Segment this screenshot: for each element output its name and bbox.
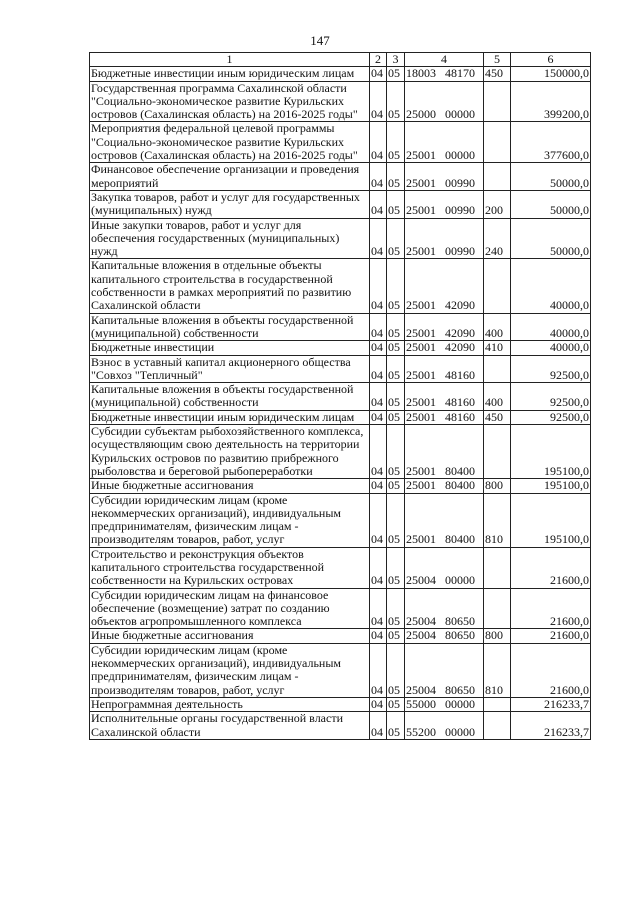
row-expense-type-cell	[484, 259, 511, 313]
table-row	[90, 588, 591, 629]
row-amount-cell: 92500,0	[511, 355, 591, 383]
row-subsection-cell: 05	[387, 218, 405, 259]
row-target-code-cell: 25001 00990	[405, 218, 484, 259]
row-amount-cell: 50000,0	[511, 190, 591, 218]
row-expense-type-cell	[484, 122, 511, 163]
table-row	[90, 81, 591, 122]
table-row	[90, 425, 591, 479]
row-target-code-cell: 25001 42090	[405, 313, 484, 341]
row-section-cell: 04	[370, 547, 387, 588]
row-name-cell: Непрограммная деятельность	[90, 697, 370, 711]
row-expense-type-cell	[484, 588, 511, 629]
table-row	[90, 190, 591, 218]
row-target-code-cell: 25001 80400	[405, 493, 484, 547]
budget-table	[89, 52, 591, 740]
row-name-cell: Субсидии субъектам рыбохозяйственного комплекса, осуществляющим свою деятельность на территории Курильских островов по развитию прибрежного рыболовства и береговой рыбопереработки	[90, 425, 370, 479]
row-section-cell: 04	[370, 163, 387, 191]
row-subsection-cell: 05	[387, 81, 405, 122]
row-section-cell: 04	[370, 341, 387, 355]
row-section-cell: 04	[370, 81, 387, 122]
row-section-cell: 04	[370, 588, 387, 629]
row-subsection-cell: 05	[387, 190, 405, 218]
row-target-code-cell: 25001 48160	[405, 410, 484, 424]
table-row	[90, 383, 591, 411]
row-section-cell: 04	[370, 383, 387, 411]
row-expense-type-cell: 450	[484, 67, 511, 81]
table-row	[90, 259, 591, 313]
row-expense-type-cell: 810	[484, 643, 511, 697]
page-number: 147	[310, 33, 330, 48]
row-section-cell: 04	[370, 479, 387, 493]
row-name-cell: Мероприятия федеральной целевой программы "Социально-экономическое развитие Курильских островов (Сахалинская область) на 2016-2025 годы"	[90, 122, 370, 163]
row-name-cell: Капитальные вложения в объекты государственной (муниципальной) собственности	[90, 383, 370, 411]
row-expense-type-cell: 800	[484, 629, 511, 643]
row-amount-cell: 50000,0	[511, 218, 591, 259]
row-expense-type-cell: 450	[484, 410, 511, 424]
row-amount-cell: 40000,0	[511, 259, 591, 313]
row-amount-cell: 40000,0	[511, 313, 591, 341]
row-subsection-cell: 05	[387, 547, 405, 588]
row-subsection-cell: 05	[387, 163, 405, 191]
row-target-code-cell: 25001 42090	[405, 341, 484, 355]
row-amount-cell: 21600,0	[511, 547, 591, 588]
column-header: 4	[405, 53, 484, 67]
table-row	[90, 493, 591, 547]
row-subsection-cell: 05	[387, 355, 405, 383]
row-target-code-cell: 25001 48160	[405, 383, 484, 411]
row-expense-type-cell	[484, 81, 511, 122]
row-amount-cell: 216233,7	[511, 697, 591, 711]
row-name-cell: Взнос в уставный капитал акционерного общества "Совхоз "Тепличный"	[90, 355, 370, 383]
row-target-code-cell: 25001 80400	[405, 479, 484, 493]
column-header: 2	[370, 53, 387, 67]
row-expense-type-cell	[484, 163, 511, 191]
column-header: 1	[90, 53, 370, 67]
row-target-code-cell: 25001 00990	[405, 190, 484, 218]
row-expense-type-cell	[484, 712, 511, 740]
row-name-cell: Бюджетные инвестиции иным юридическим лицам	[90, 410, 370, 424]
row-target-code-cell: 25000 00000	[405, 81, 484, 122]
row-amount-cell: 21600,0	[511, 629, 591, 643]
row-target-code-cell: 25001 80400	[405, 425, 484, 479]
row-section-cell: 04	[370, 410, 387, 424]
row-section-cell: 04	[370, 712, 387, 740]
table-row	[90, 697, 591, 711]
row-target-code-cell: 25004 80650	[405, 588, 484, 629]
row-name-cell: Капитальные вложения в отдельные объекты капитального строительства в государственной собственности в рамках мероприятий по развитию Сахалинской области	[90, 259, 370, 313]
row-amount-cell: 195100,0	[511, 493, 591, 547]
row-subsection-cell: 05	[387, 643, 405, 697]
row-section-cell: 04	[370, 313, 387, 341]
table-row	[90, 355, 591, 383]
row-expense-type-cell: 410	[484, 341, 511, 355]
table-row	[90, 163, 591, 191]
row-expense-type-cell	[484, 547, 511, 588]
row-section-cell: 04	[370, 67, 387, 81]
row-section-cell: 04	[370, 643, 387, 697]
row-subsection-cell: 05	[387, 493, 405, 547]
row-target-code-cell: 25001 42090	[405, 259, 484, 313]
row-name-cell: Субсидии юридическим лицам (кроме некоммерческих организаций), индивидуальным предпринимателям, физическим лицам - производителям товаров, работ, услуг	[90, 643, 370, 697]
table-row	[90, 712, 591, 740]
row-subsection-cell: 05	[387, 588, 405, 629]
row-expense-type-cell: 240	[484, 218, 511, 259]
row-subsection-cell: 05	[387, 629, 405, 643]
row-name-cell: Субсидии юридическим лицам на финансовое обеспечение (возмещение) затрат по созданию объектов агропромышленного комплекса	[90, 588, 370, 629]
table-row	[90, 218, 591, 259]
row-amount-cell: 216233,7	[511, 712, 591, 740]
row-name-cell: Капитальные вложения в объекты государственной (муниципальной) собственности	[90, 313, 370, 341]
row-amount-cell: 92500,0	[511, 410, 591, 424]
row-amount-cell: 195100,0	[511, 425, 591, 479]
table-header-row	[90, 53, 591, 67]
table-row	[90, 479, 591, 493]
row-amount-cell: 399200,0	[511, 81, 591, 122]
column-header: 5	[484, 53, 511, 67]
row-subsection-cell: 05	[387, 479, 405, 493]
row-name-cell: Финансовое обеспечение организации и проведения мероприятий	[90, 163, 370, 191]
table-row	[90, 341, 591, 355]
row-expense-type-cell: 400	[484, 383, 511, 411]
row-amount-cell: 92500,0	[511, 383, 591, 411]
row-target-code-cell: 25001 00990	[405, 163, 484, 191]
row-expense-type-cell	[484, 355, 511, 383]
column-header: 3	[387, 53, 405, 67]
row-amount-cell: 150000,0	[511, 67, 591, 81]
row-name-cell: Бюджетные инвестиции	[90, 341, 370, 355]
row-subsection-cell: 05	[387, 425, 405, 479]
row-section-cell: 04	[370, 493, 387, 547]
row-section-cell: 04	[370, 425, 387, 479]
row-name-cell: Строительство и реконструкция объектов капитального строительства государственной собственности на Курильских островах	[90, 547, 370, 588]
row-target-code-cell: 25004 80650	[405, 629, 484, 643]
row-amount-cell: 21600,0	[511, 588, 591, 629]
table-row	[90, 410, 591, 424]
table-row	[90, 643, 591, 697]
row-target-code-cell: 55000 00000	[405, 697, 484, 711]
row-target-code-cell: 25004 00000	[405, 547, 484, 588]
row-section-cell: 04	[370, 190, 387, 218]
row-subsection-cell: 05	[387, 122, 405, 163]
table-row	[90, 313, 591, 341]
row-name-cell: Субсидии юридическим лицам (кроме некоммерческих организаций), индивидуальным предпринимателям, физическим лицам - производителям товаров, работ, услуг	[90, 493, 370, 547]
row-target-code-cell: 25001 00000	[405, 122, 484, 163]
table-row	[90, 629, 591, 643]
row-amount-cell: 40000,0	[511, 341, 591, 355]
row-expense-type-cell: 810	[484, 493, 511, 547]
row-name-cell: Иные закупки товаров, работ и услуг для обеспечения государственных (муниципальных) нужд	[90, 218, 370, 259]
row-subsection-cell: 05	[387, 410, 405, 424]
row-name-cell: Иные бюджетные ассигнования	[90, 479, 370, 493]
row-name-cell: Иные бюджетные ассигнования	[90, 629, 370, 643]
row-amount-cell: 377600,0	[511, 122, 591, 163]
row-subsection-cell: 05	[387, 712, 405, 740]
row-name-cell: Исполнительные органы государственной власти Сахалинской области	[90, 712, 370, 740]
row-name-cell: Государственная программа Сахалинской области "Социально-экономическое развитие Курильских островов (Сахалинская область) на 2016-2025 годы"	[90, 81, 370, 122]
row-subsection-cell: 05	[387, 259, 405, 313]
row-target-code-cell: 25001 48160	[405, 355, 484, 383]
row-subsection-cell: 05	[387, 697, 405, 711]
column-header: 6	[511, 53, 591, 67]
row-amount-cell: 21600,0	[511, 643, 591, 697]
row-target-code-cell: 18003 48170	[405, 67, 484, 81]
row-name-cell: Закупка товаров, работ и услуг для государственных (муниципальных) нужд	[90, 190, 370, 218]
row-section-cell: 04	[370, 218, 387, 259]
row-expense-type-cell	[484, 697, 511, 711]
row-name-cell: Бюджетные инвестиции иным юридическим лицам	[90, 67, 370, 81]
row-section-cell: 04	[370, 697, 387, 711]
row-section-cell: 04	[370, 629, 387, 643]
row-target-code-cell: 55200 00000	[405, 712, 484, 740]
row-section-cell: 04	[370, 122, 387, 163]
row-expense-type-cell: 800	[484, 479, 511, 493]
row-subsection-cell: 05	[387, 341, 405, 355]
row-expense-type-cell	[484, 425, 511, 479]
table-row	[90, 122, 591, 163]
table-row	[90, 547, 591, 588]
row-expense-type-cell: 200	[484, 190, 511, 218]
row-target-code-cell: 25004 80650	[405, 643, 484, 697]
row-subsection-cell: 05	[387, 383, 405, 411]
row-subsection-cell: 05	[387, 313, 405, 341]
row-amount-cell: 195100,0	[511, 479, 591, 493]
row-expense-type-cell: 400	[484, 313, 511, 341]
row-section-cell: 04	[370, 259, 387, 313]
row-amount-cell: 50000,0	[511, 163, 591, 191]
row-subsection-cell: 05	[387, 67, 405, 81]
table-row	[90, 67, 591, 81]
row-section-cell: 04	[370, 355, 387, 383]
